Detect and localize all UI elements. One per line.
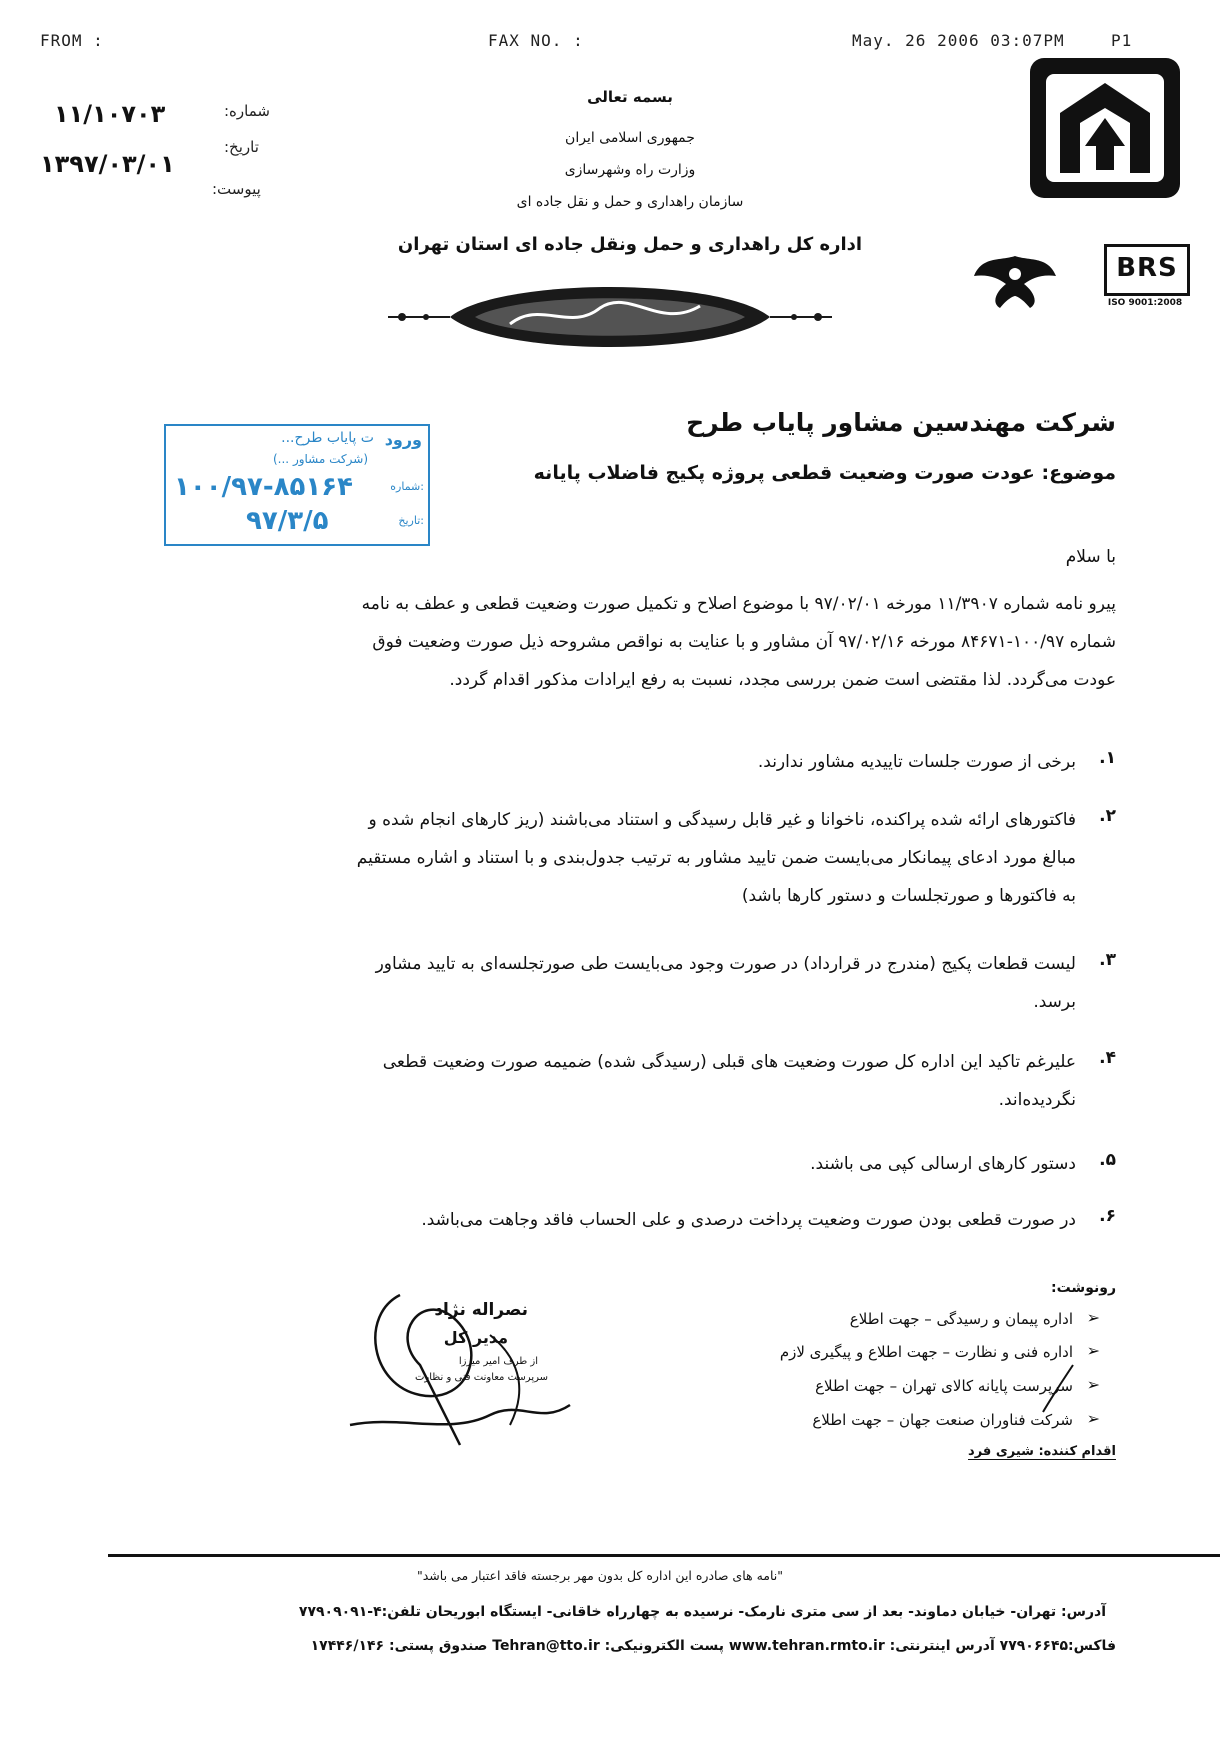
cc-item-2: اداره فنی و نظارت – جهت اطلاع و پیگیری لازم	[779, 1343, 1073, 1361]
cc-item-3: سرپرست پایانه کالای تهران – جهت اطلاع	[815, 1377, 1073, 1395]
footer-divider	[108, 1554, 1220, 1557]
recipient: شرکت مهندسین مشاور پایاب طرح	[686, 408, 1116, 437]
handler: اقدام کننده: شیری فرد	[968, 1444, 1116, 1459]
fax-page: P1	[1111, 31, 1133, 50]
footer-address: آدرس: تهران- خیابان دماوند- بعد از سی متری نارمک- نرسیده به چهارراه خاقانی- ایستگاه ابوریحان تلفن:۴-۷۷۹۰۹۰۹۱	[298, 1604, 1106, 1620]
signatory-title: مدیر کل	[443, 1328, 508, 1347]
fax-number: FAX NO. :	[488, 31, 584, 50]
item-1-number: ۱.	[1099, 748, 1116, 768]
item-3-line-2: برسد.	[1033, 992, 1076, 1012]
brs-logo: BRS	[1104, 244, 1190, 296]
organization-name: سازمان راهداری و حمل و نقل جاده ای	[516, 194, 744, 210]
item-2-line-2: مبالغ مورد ادعای پیمانکار می‌بایست ضمن تایید مشاور به ترتیب جدول‌بندی و با استناد و اشاره مستقیم	[356, 848, 1076, 868]
cc-title: رونوشت:	[1051, 1280, 1116, 1296]
calligraphy-banner-icon	[380, 272, 840, 362]
cc-arrow-icon: ➢	[1086, 1409, 1100, 1428]
item-6-number: ۶.	[1099, 1206, 1116, 1226]
eagle-emblem-icon	[970, 246, 1060, 316]
cc-arrow-icon: ➢	[1086, 1308, 1100, 1327]
item-4-line-2: نگردیده‌اند.	[998, 1090, 1076, 1110]
fax-from: FROM :	[40, 31, 104, 50]
cc-item-4: شرکت فناوران صنعت جهان – جهت اطلاع	[812, 1411, 1073, 1429]
stamp-date: ۹۷/۳/۵	[246, 506, 329, 536]
item-6-line-1: در صورت قطعی بودن صورت وضعیت پرداخت درصدی و علی الحساب فاقد وجاهت می‌باشد.	[421, 1210, 1076, 1230]
stamp-title: ورود	[384, 430, 422, 449]
intro-line-2: شماره ۱۰۰/۹۷-۸۴۶۷۱ مورخه ۹۷/۰۲/۱۶ آن مشاور و با عنایت به نواقص مشروحه ذیل صورت وضعیت فوق	[372, 632, 1116, 652]
cc-arrow-icon: ➢	[1086, 1375, 1100, 1394]
item-2-line-1: فاکتورهای ارائه شده پراکنده، ناخوانا و غیر قابل رسیدگی و استناد می‌باشند (ریز کارهای انجام شده و	[368, 810, 1076, 830]
item-3-number: ۳.	[1099, 950, 1116, 970]
letter-number: ۱۱/۱۰۷۰۳	[54, 100, 166, 128]
signatory-note-1: از طرف امیر میرزا	[458, 1356, 538, 1367]
intro-line-3: عودت می‌گردد. لذا مقتضی است ضمن بررسی مجدد، نسبت به رفع ایرادات مذکور اقدام گردد.	[449, 670, 1116, 690]
cc-item-1: اداره پیمان و رسیدگی – جهت اطلاع	[849, 1310, 1073, 1328]
letter-date: ۱۳۹۷/۰۳/۰۱	[40, 150, 175, 178]
signatory-name: نصراله نژاد	[434, 1300, 528, 1320]
check-mark-icon	[1038, 1360, 1078, 1420]
item-4-line-1: علیرغم تاکید این اداره کل صورت وضعیت های قبلی (رسیدگی شده) ضمیمه صورت وضعیت قطعی	[382, 1052, 1076, 1072]
stamp-number: ۱۰۰/۹۷-۸۵۱۶۴	[174, 472, 353, 502]
letter-number-label: شماره:	[224, 102, 270, 120]
ministry-name: وزارت راه وشهرسازی	[564, 162, 696, 178]
item-4-number: ۴.	[1099, 1048, 1116, 1068]
department-name: اداره کل راهداری و حمل ونقل جاده ای استان تهران	[397, 234, 863, 255]
bismillah: بسمه تعالی	[587, 88, 673, 106]
stamp-number-label: شماره:	[390, 480, 424, 493]
signatory-note-2: سرپرست معاونت فنی و نظارت	[414, 1372, 548, 1383]
fax-datetime: May. 26 2006 03:07PM	[852, 31, 1065, 50]
stamp-date-label: تاریخ:	[398, 514, 424, 527]
republic-name: جمهوری اسلامی ایران	[565, 130, 695, 146]
letter-date-label: تاریخ:	[224, 138, 259, 156]
footer-contact: فاکس:۷۷۹۰۶۶۴۵ آدرس اینترنتی: www.tehran.rmto.ir پست الکترونیکی: Tehran@tto.ir صندوق پستی: ۱۷۴۴۶/۱۴۶	[310, 1638, 1116, 1654]
organization-logo-icon	[1030, 58, 1180, 198]
stamp-subtitle: (... شرکت مشاور)	[272, 452, 368, 466]
item-1-line-1: برخی از صورت جلسات تاییدیه مشاور ندارند.	[757, 752, 1076, 772]
item-2-number: ۲.	[1099, 806, 1116, 826]
cc-arrow-icon: ➢	[1086, 1341, 1100, 1360]
item-5-line-1: دستور کارهای ارسالی کپی می باشند.	[810, 1154, 1076, 1174]
subject: موضوع: عودت صورت وضعیت قطعی پروژه پکیج فاضلاب پایانه	[533, 462, 1116, 484]
item-3-line-1: لیست قطعات پکیج (مندرج در قرارداد) در صورت وجود می‌بایست طی صورتجلسه‌ای به تایید مشاور	[375, 954, 1076, 974]
item-5-number: ۵.	[1099, 1150, 1116, 1170]
attachment-label: پیوست:	[212, 180, 261, 198]
item-2-line-3: به فاکتورها و صورتجلسات و دستور کارها باشد)	[741, 886, 1076, 906]
greeting: با سلام	[1065, 547, 1116, 567]
iso-label: ISO 9001:2008	[1107, 298, 1183, 308]
stamp-company: ...ت پایاب طرح	[281, 430, 374, 446]
received-stamp	[164, 424, 430, 546]
intro-line-1: پیرو نامه شماره ۱۱/۳۹۰۷ مورخه ۹۷/۰۲/۰۱ با موضوع اصلاح و تکمیل صورت وضعیت قطعی و عطف به نامه	[361, 594, 1116, 614]
footer-validity-note: "نامه های صادره این اداره کل بدون مهر برجسته فاقد اعتبار می باشد"	[416, 1568, 784, 1583]
